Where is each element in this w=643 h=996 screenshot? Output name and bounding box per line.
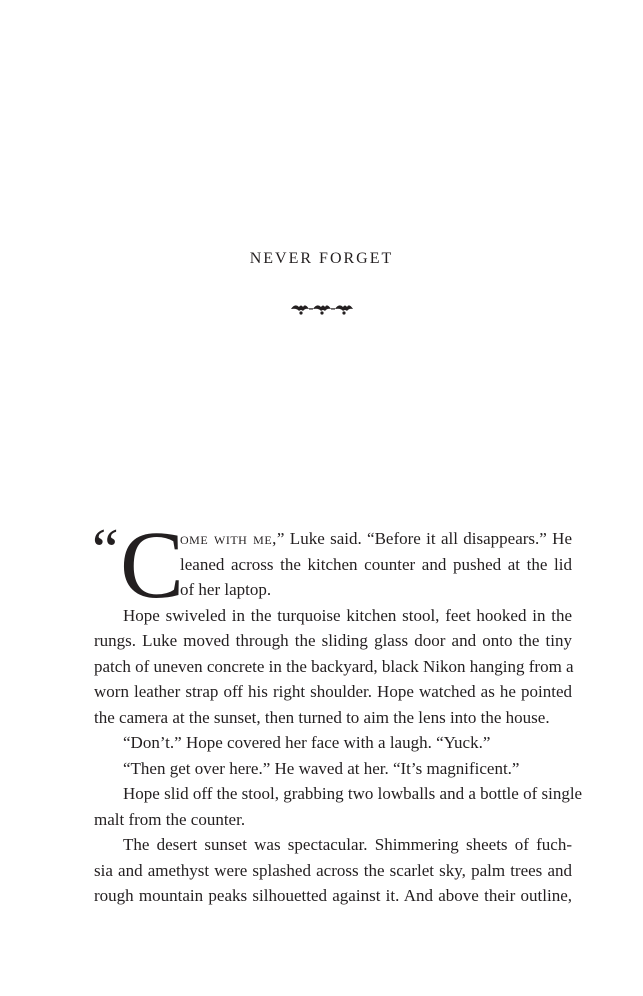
- text-line: Hope swiveled in the turquoise kitchen stool, feet hooked in the: [123, 605, 572, 625]
- text-line: malt from the counter.: [94, 809, 246, 829]
- text-line: Hope slid off the stool, grabbing two lowballs and a bottle of single: [123, 784, 583, 803]
- text-line: worn leather strap off his right shoulder. Hope watched as he pointed: [94, 682, 572, 701]
- text-line: “Don’t.” Hope covered her face with a laugh. “Yuck.”: [123, 733, 491, 752]
- text-line: The desert sunset was spectacular. Shimmering sheets of fuch-: [123, 835, 572, 854]
- chapter-title: NEVER FORGET: [249, 250, 394, 267]
- text-line: [180, 526, 572, 552]
- text-line: the camera at the sunset, then turned to aim the lens into the house.: [94, 707, 550, 727]
- text-line: “Then get over here.” He waved at her. “It’s magnificent.”: [123, 758, 520, 778]
- fleuron-ornament-icon: [0, 302, 643, 321]
- text-line: rungs. Luke moved through the sliding glass door and onto the tiny: [94, 631, 572, 650]
- opening-quote-mark: “: [92, 517, 119, 583]
- text-line: sia and amethyst were splashed across the scarlet sky, palm trees and: [94, 860, 572, 880]
- line-rest: ” Luke said. “Before it all disappears.” He: [276, 529, 573, 548]
- drop-cap: C: [120, 511, 185, 618]
- text-line: patch of uneven concrete in the backyard, black Nikon hanging from a: [94, 656, 574, 676]
- chapter-body: [92, 511, 583, 909]
- text-line: leaned across the kitchen counter and pushed at the lid: [180, 554, 572, 574]
- smallcaps-lead: ome with me,: [180, 529, 277, 548]
- ornament-graphic: [289, 302, 355, 316]
- text-line: of her laptop.: [180, 580, 272, 599]
- drop-cap-block: [92, 511, 185, 618]
- text-line: rough mountain peaks silhouetted against it. And above their outline,: [94, 886, 572, 905]
